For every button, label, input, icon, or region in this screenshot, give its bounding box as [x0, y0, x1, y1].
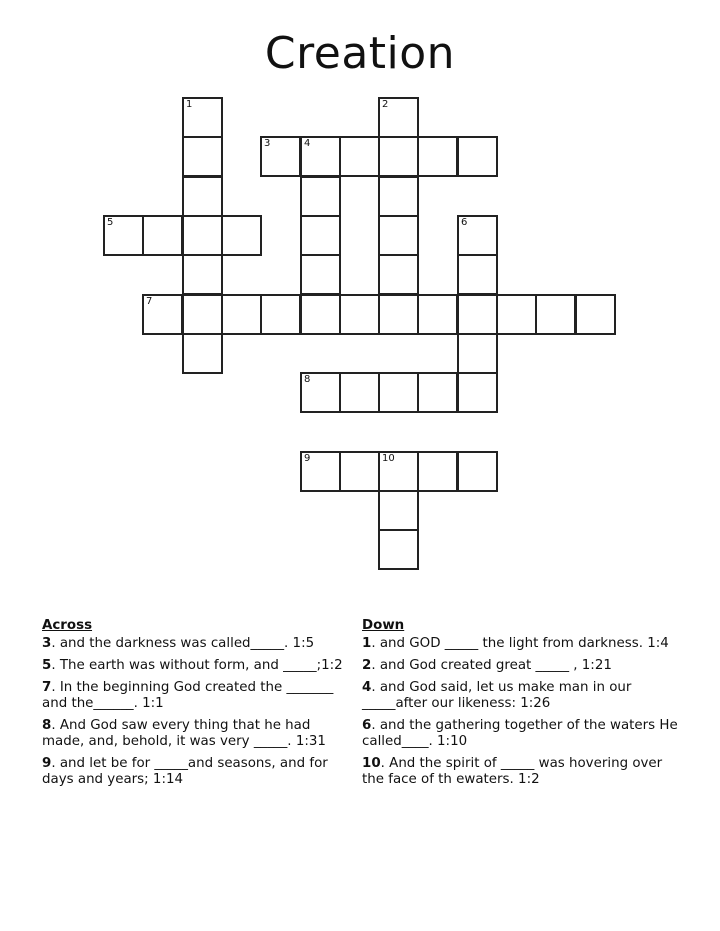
grid-cell[interactable] — [417, 372, 458, 413]
across-header: Across — [42, 618, 93, 633]
grid-cell[interactable] — [300, 372, 341, 413]
grid-cell[interactable] — [339, 136, 380, 177]
grid-cell[interactable] — [417, 136, 458, 177]
clue-text: The earth was without form, and _____;1:2 — [59, 658, 343, 673]
grid-cell[interactable] — [221, 294, 262, 335]
clue-text: and God created great _____ , 1:21 — [379, 658, 612, 673]
grid-cell[interactable] — [339, 294, 380, 335]
clue-across-3: 3. and the darkness was called_____. 1:5 — [42, 636, 315, 651]
grid-cell[interactable] — [142, 215, 183, 256]
clue-text: And God saw every thing that he had made, and, behold, it was very _____. 1:31 — [42, 718, 326, 749]
clue-down-6: 6. and the gathering together of the waters He called____. 1:10 — [362, 718, 678, 749]
grid-cell[interactable] — [221, 215, 262, 256]
grid-cell[interactable] — [457, 254, 498, 295]
cell-number: 8 — [304, 374, 311, 385]
clue-number: 10 — [362, 756, 381, 771]
grid-cell[interactable] — [142, 294, 183, 335]
clue-number: 6 — [362, 718, 372, 733]
clue-down-1: 1. and GOD _____ the light from darkness. 1:4 — [362, 636, 669, 651]
grid-cell[interactable] — [300, 215, 341, 256]
cell-number: 2 — [382, 99, 389, 110]
grid-cell[interactable] — [378, 136, 419, 177]
grid-cell[interactable] — [378, 294, 419, 335]
across-clues — [42, 618, 347, 794]
clue-text: And the spirit of _____ was hovering over the face of th ewaters. 1:2 — [362, 756, 663, 787]
clue-text: and let be for _____and seasons, and for days and years; 1:14 — [42, 756, 328, 787]
grid-cell[interactable] — [417, 294, 458, 335]
grid-cell[interactable] — [182, 97, 223, 138]
grid-cell[interactable] — [339, 451, 380, 492]
clue-number: 8 — [42, 718, 52, 733]
clue-down-2: 2. and God created great _____ , 1:21 — [362, 658, 612, 673]
clue-down-10: 10. And the spirit of _____ was hovering over the face of th ewaters. 1:2 — [362, 756, 663, 787]
grid-cell[interactable] — [378, 254, 419, 295]
grid-cell[interactable] — [457, 372, 498, 413]
down-clues — [362, 618, 680, 794]
grid-cell[interactable] — [182, 254, 223, 295]
clue-across-7: 7. In the beginning God created the _______ and the______. 1:1 — [42, 680, 334, 711]
grid-cell[interactable] — [575, 294, 616, 335]
grid-cell[interactable] — [260, 136, 301, 177]
clue-across-5: 5. The earth was without form, and _____;1:2 — [42, 658, 343, 673]
cell-number: 9 — [304, 453, 311, 464]
clue-across-8: 8. And God saw every thing that he had made, and, behold, it was very _____. 1:31 — [42, 718, 326, 749]
grid-cell[interactable] — [260, 294, 301, 335]
grid-cell[interactable] — [417, 451, 458, 492]
grid-cell[interactable] — [378, 529, 419, 570]
cell-number: 4 — [304, 138, 311, 149]
grid-cell[interactable] — [182, 176, 223, 217]
grid-cell[interactable] — [378, 215, 419, 256]
clue-number: 5 — [42, 658, 52, 673]
grid-cell[interactable] — [378, 372, 419, 413]
grid-cell[interactable] — [378, 451, 419, 492]
grid-cell[interactable] — [300, 294, 341, 335]
clue-text: and the gathering together of the waters He called____. 1:10 — [362, 718, 678, 749]
grid-cell[interactable] — [378, 97, 419, 138]
grid-cell[interactable] — [300, 254, 341, 295]
grid-cell[interactable] — [457, 451, 498, 492]
grid-cell[interactable] — [300, 451, 341, 492]
grid-cell[interactable] — [457, 333, 498, 374]
grid-cell[interactable] — [496, 294, 537, 335]
grid-cell[interactable] — [339, 372, 380, 413]
grid-cell[interactable] — [182, 333, 223, 374]
clue-text: In the beginning God created the _______ and the______. 1:1 — [42, 680, 334, 711]
grid-cell[interactable] — [378, 490, 419, 531]
clue-number: 3 — [42, 636, 52, 651]
grid-cell[interactable] — [103, 215, 144, 256]
clue-text: and GOD _____ the light from darkness. 1:4 — [379, 636, 669, 651]
clue-number: 7 — [42, 680, 52, 695]
clue-number: 9 — [42, 756, 52, 771]
clue-number: 2 — [362, 658, 372, 673]
grid-cell[interactable] — [535, 294, 576, 335]
grid-cell[interactable] — [300, 136, 341, 177]
clue-down-4: 4. and God said, let us make man in our _____after our likeness: 1:26 — [362, 680, 632, 711]
clue-text: and God said, let us make man in our _____after our likeness: 1:26 — [362, 680, 632, 711]
clue-text: and the darkness was called_____. 1:5 — [59, 636, 315, 651]
cell-number: 7 — [146, 296, 153, 307]
cell-number: 1 — [186, 99, 193, 110]
grid-cell[interactable] — [182, 294, 223, 335]
cell-number: 10 — [382, 453, 395, 464]
cell-number: 3 — [264, 138, 271, 149]
grid-cell[interactable] — [457, 215, 498, 256]
cell-number: 5 — [107, 217, 114, 228]
clue-across-9: 9. and let be for _____and seasons, and for days and years; 1:14 — [42, 756, 328, 787]
puzzle-title: Creation — [264, 28, 456, 79]
grid-cell[interactable] — [300, 176, 341, 217]
grid-cell[interactable] — [457, 136, 498, 177]
grid-cell[interactable] — [457, 294, 498, 335]
clue-number: 1 — [362, 636, 372, 651]
grid-cell[interactable] — [378, 176, 419, 217]
clue-number: 4 — [362, 680, 372, 695]
cell-number: 6 — [461, 217, 468, 228]
grid-cell[interactable] — [182, 136, 223, 177]
down-header: Down — [362, 618, 405, 633]
grid-cell[interactable] — [182, 215, 223, 256]
